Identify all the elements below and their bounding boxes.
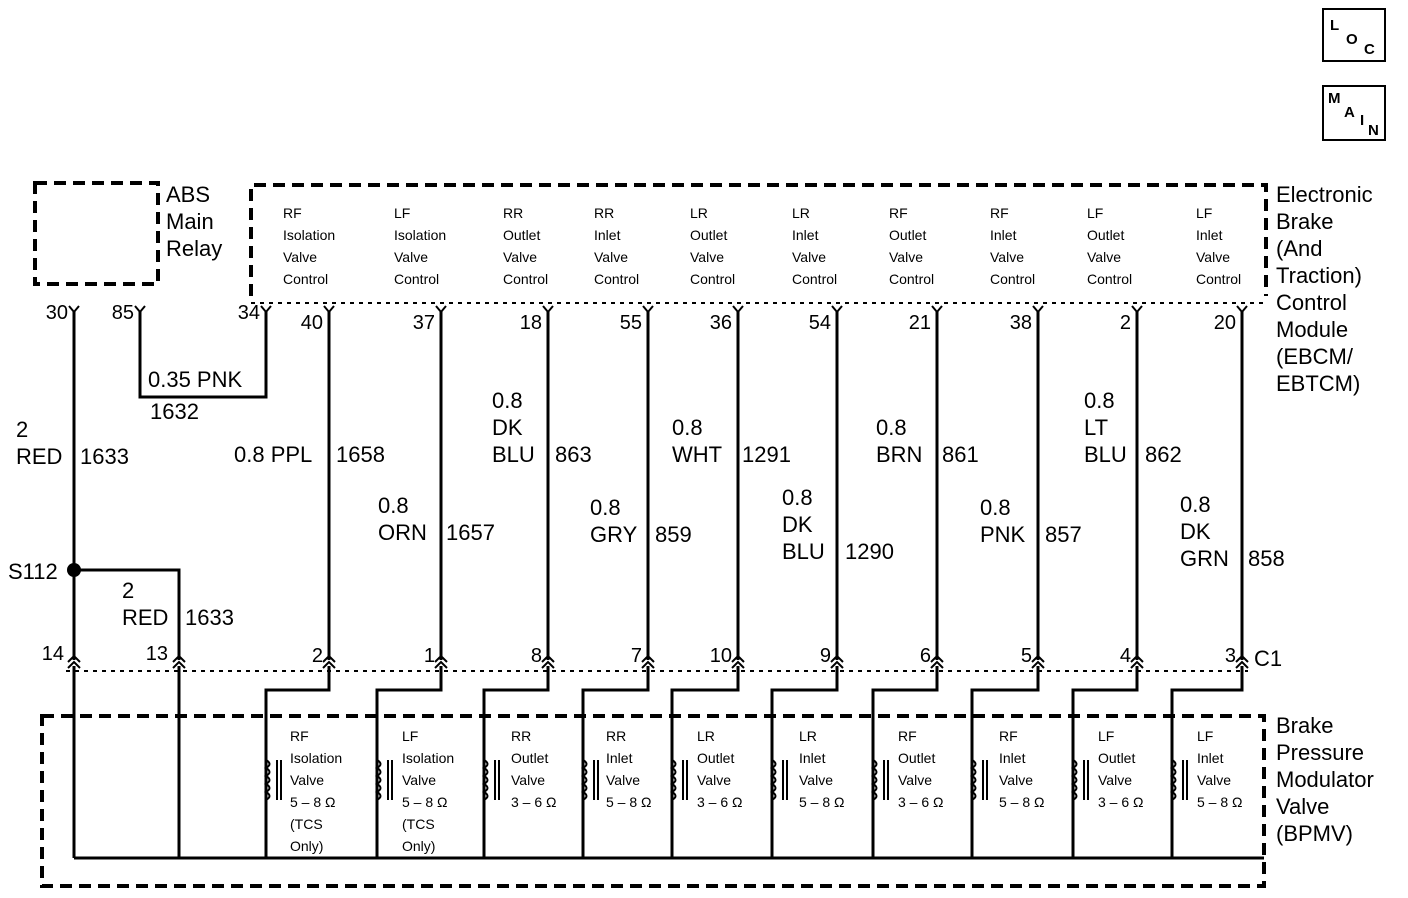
loc-icon[interactable] [1322, 8, 1386, 62]
valve-wire-color-10: 0.8 DK GRN [1180, 492, 1229, 571]
ebcm-pin-1: 40 [300, 312, 323, 334]
main-letter-n: N [1368, 122, 1379, 139]
ebcm-function-label-9: LF Outlet Valve Control [1087, 205, 1133, 287]
valve-wire-circuit-5: 1291 [742, 442, 791, 467]
ebcm-terminal-mark [733, 306, 743, 312]
c1-pin-14: 14 [41, 643, 64, 665]
valve-wire-color-6: 0.8 DK BLU [782, 485, 825, 564]
c1-pin-1: 2 [311, 645, 323, 667]
c1-pin-8: 5 [1020, 645, 1032, 667]
bpmv-valve-label-9: LF Outlet Valve 3 – 6 Ω [1098, 728, 1144, 810]
c1-pin-7: 6 [919, 645, 931, 667]
ebcm-pin-85: 85 [111, 302, 134, 324]
bpmv-valve-label-10: LF Inlet Valve 5 – 8 Ω [1197, 728, 1243, 810]
feed-wire-color: 2 RED [16, 417, 63, 469]
splice-dot [67, 563, 81, 577]
bpmv-valve-label-4: RR Inlet Valve 5 – 8 Ω [606, 728, 652, 810]
valve-wire-color-5: 0.8 WHT [672, 415, 723, 467]
feed-wire-circuit: 1633 [80, 444, 129, 469]
main-letter-a: A [1344, 104, 1355, 121]
ebcm-pin-6: 54 [808, 312, 831, 334]
ebcm-terminal-mark [261, 306, 271, 312]
connector-label: C1 [1254, 646, 1283, 671]
ebcm-function-label-10: LF Inlet Valve Control [1196, 205, 1242, 287]
valve-wire-color-1: 0.8 PPL [234, 442, 313, 467]
bpmv-box [42, 716, 1264, 886]
bpmv-valve-label-7: RF Outlet Valve 3 – 6 Ω [898, 728, 944, 810]
bpmv-valve-label-8: RF Inlet Valve 5 – 8 Ω [999, 728, 1045, 810]
ebcm-terminal-mark [643, 306, 653, 312]
ebcm-pin-4: 55 [619, 312, 642, 334]
main-icon[interactable] [1322, 85, 1386, 141]
ebcm-terminal-mark [832, 306, 842, 312]
c1-pin-2: 1 [423, 645, 435, 667]
ebcm-terminal-mark [69, 306, 79, 312]
ebcm-label: Electronic Brake (And Traction) Control Module (EBCM/ EBTCM) [1276, 182, 1373, 396]
bpmv-valve-label-1: RF Isolation Valve 5 – 8 Ω (TCS Only) [290, 728, 343, 854]
ebcm-function-label-2: LF Isolation Valve Control [394, 205, 447, 287]
ebcm-function-label-5: LR Outlet Valve Control [690, 205, 736, 287]
ebcm-terminal-mark [543, 306, 553, 312]
valve-wire-circuit-9: 862 [1145, 442, 1182, 467]
ebcm-pin-30: 30 [45, 302, 68, 324]
c1-pin-4: 7 [630, 645, 642, 667]
ebcm-function-label-7: RF Outlet Valve Control [889, 205, 935, 287]
loc-letter-o: O [1346, 31, 1358, 48]
ebcm-terminal-mark [436, 306, 446, 312]
valve-wire-color-3: 0.8 DK BLU [492, 388, 535, 467]
valve-wire-circuit-1: 1658 [336, 442, 385, 467]
loc-letter-l: L [1330, 17, 1340, 34]
main-letter-i: I [1360, 112, 1365, 129]
bpmv-valve-label-2: LF Isolation Valve 5 – 8 Ω (TCS Only) [402, 728, 455, 854]
relay-label: ABS Main Relay [166, 182, 223, 261]
c1-pin-13: 13 [145, 643, 168, 665]
ebcm-terminal-mark [1132, 306, 1142, 312]
ebcm-pin-8: 38 [1009, 312, 1032, 334]
relay-box [35, 183, 158, 284]
c1-pin-3: 8 [530, 645, 542, 667]
ebcm-terminal-mark [324, 306, 334, 312]
valve-wire-color-4: 0.8 GRY [590, 495, 638, 547]
valve-wire-circuit-10: 858 [1248, 546, 1285, 571]
ebcm-terminal-mark [135, 306, 145, 312]
valve-wire-color-8: 0.8 PNK [980, 495, 1026, 547]
valve-wire-circuit-7: 861 [942, 442, 979, 467]
c1-pin-10: 3 [1224, 645, 1236, 667]
valve-wire-circuit-2: 1657 [446, 520, 495, 545]
ebcm-pin-5: 36 [709, 312, 732, 334]
c1-pin-5: 10 [709, 645, 732, 667]
ebcm-function-label-3: RR Outlet Valve Control [503, 205, 549, 287]
ebcm-pin-3: 18 [519, 312, 542, 334]
pnk-jumper-color: 0.35 PNK [148, 367, 243, 392]
bpmv-valve-label-6: LR Inlet Valve 5 – 8 Ω [799, 728, 845, 810]
ebcm-terminal-mark [1033, 306, 1043, 312]
ebcm-function-label-1: RF Isolation Valve Control [283, 205, 336, 287]
pnk-jumper-circuit: 1632 [150, 399, 199, 424]
ebcm-pin-9: 2 [1119, 312, 1131, 334]
valve-wire-color-2: 0.8 ORN [378, 493, 427, 545]
ebcm-function-label-8: RF Inlet Valve Control [990, 205, 1036, 287]
ebcm-pin-2: 37 [412, 312, 435, 334]
valve-wire-circuit-4: 859 [655, 522, 692, 547]
valve-wire-circuit-3: 863 [555, 442, 592, 467]
valve-wire-color-7: 0.8 BRN [876, 415, 923, 467]
ebcm-pin-7: 21 [908, 312, 931, 334]
c1-pin-9: 4 [1119, 645, 1131, 667]
splice-branch-circuit: 1633 [185, 605, 234, 630]
ebcm-terminal-mark [1237, 306, 1247, 312]
bpmv-label: Brake Pressure Modulator Valve (BPMV) [1276, 713, 1374, 846]
splice-label: S112 [8, 559, 58, 584]
bpmv-valve-label-5: LR Outlet Valve 3 – 6 Ω [697, 728, 743, 810]
ebcm-terminal-mark [932, 306, 942, 312]
splice-branch-color: 2 RED [122, 578, 169, 630]
ebcm-function-label-4: RR Inlet Valve Control [594, 205, 640, 287]
c1-pin-6: 9 [819, 645, 831, 667]
ebcm-pin-34: 34 [237, 302, 260, 324]
valve-wire-circuit-6: 1290 [845, 539, 894, 564]
main-letter-m: M [1328, 90, 1341, 107]
valve-wire-color-9: 0.8 LT BLU [1084, 388, 1127, 467]
valve-wire-circuit-8: 857 [1045, 522, 1082, 547]
ebcm-pin-10: 20 [1213, 312, 1236, 334]
loc-letter-c: C [1364, 41, 1375, 58]
ebcm-function-label-6: LR Inlet Valve Control [792, 205, 838, 287]
bpmv-valve-label-3: RR Outlet Valve 3 – 6 Ω [511, 728, 557, 810]
